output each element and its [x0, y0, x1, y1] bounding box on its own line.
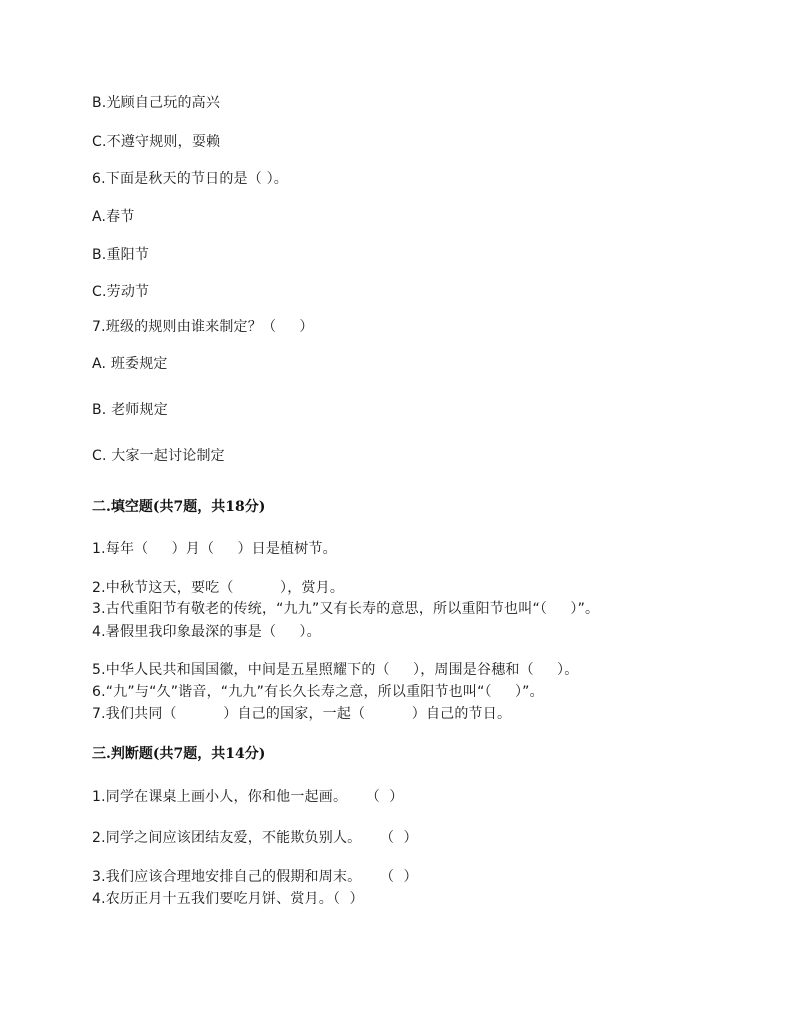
question-6: 6.下面是秋天的节日的是（ ）。 — [92, 171, 289, 187]
fill-question-7: 7.我们共同（ ）自己的国家，一起（ ）自己的节日。 — [92, 706, 512, 722]
option-6b: B.重阳节 — [92, 247, 150, 263]
fill-question-5: 5.中华人民共和国国徽，中间是五星照耀下的（ ），周围是谷穗和（ ）。 — [92, 662, 579, 678]
option-7c: C. 大家一起讨论制定 — [92, 448, 225, 464]
option-6a: A.春节 — [92, 209, 135, 225]
fill-question-4: 4.暑假里我印象最深的事是（ ）。 — [92, 624, 321, 640]
option-6c: C.劳动节 — [92, 284, 150, 300]
tf-question-3: 3.我们应该合理地安排自己的假期和周末。 （ ） — [92, 869, 418, 885]
option-7a: A. 班委规定 — [92, 356, 168, 372]
option-5b: B.光顾自己玩的高兴 — [92, 95, 221, 111]
section-heading-true-false: 三.判断题(共7题，共14分) — [92, 746, 266, 762]
fill-question-6: 6.“九”与“久”谐音，“九九”有长久长寿之意，所以重阳节也叫“（ ）”。 — [92, 684, 544, 700]
tf-question-4: 4.农历正月十五我们要吃月饼、赏月。（ ） — [92, 891, 364, 907]
tf-question-1: 1.同学在课桌上画小人，你和他一起画。 （ ） — [92, 789, 404, 805]
fill-question-3: 3.古代重阳节有敬老的传统，“九九”又有长寿的意思，所以重阳节也叫“（ ）”。 — [92, 601, 600, 617]
option-7b: B. 老师规定 — [92, 402, 168, 418]
tf-question-2: 2.同学之间应该团结友爱，不能欺负别人。 （ ） — [92, 830, 418, 846]
section-heading-fill-in: 二.填空题(共7题，共18分) — [92, 499, 266, 515]
fill-question-2: 2.中秋节这天，要吃（ ），赏月。 — [92, 580, 345, 596]
option-5c: C.不遵守规则，耍赖 — [92, 134, 221, 150]
question-7: 7.班级的规则由谁来制定？（ ） — [92, 319, 314, 335]
fill-question-1: 1.每年（ ）月（ ）日是植树节。 — [92, 541, 337, 557]
